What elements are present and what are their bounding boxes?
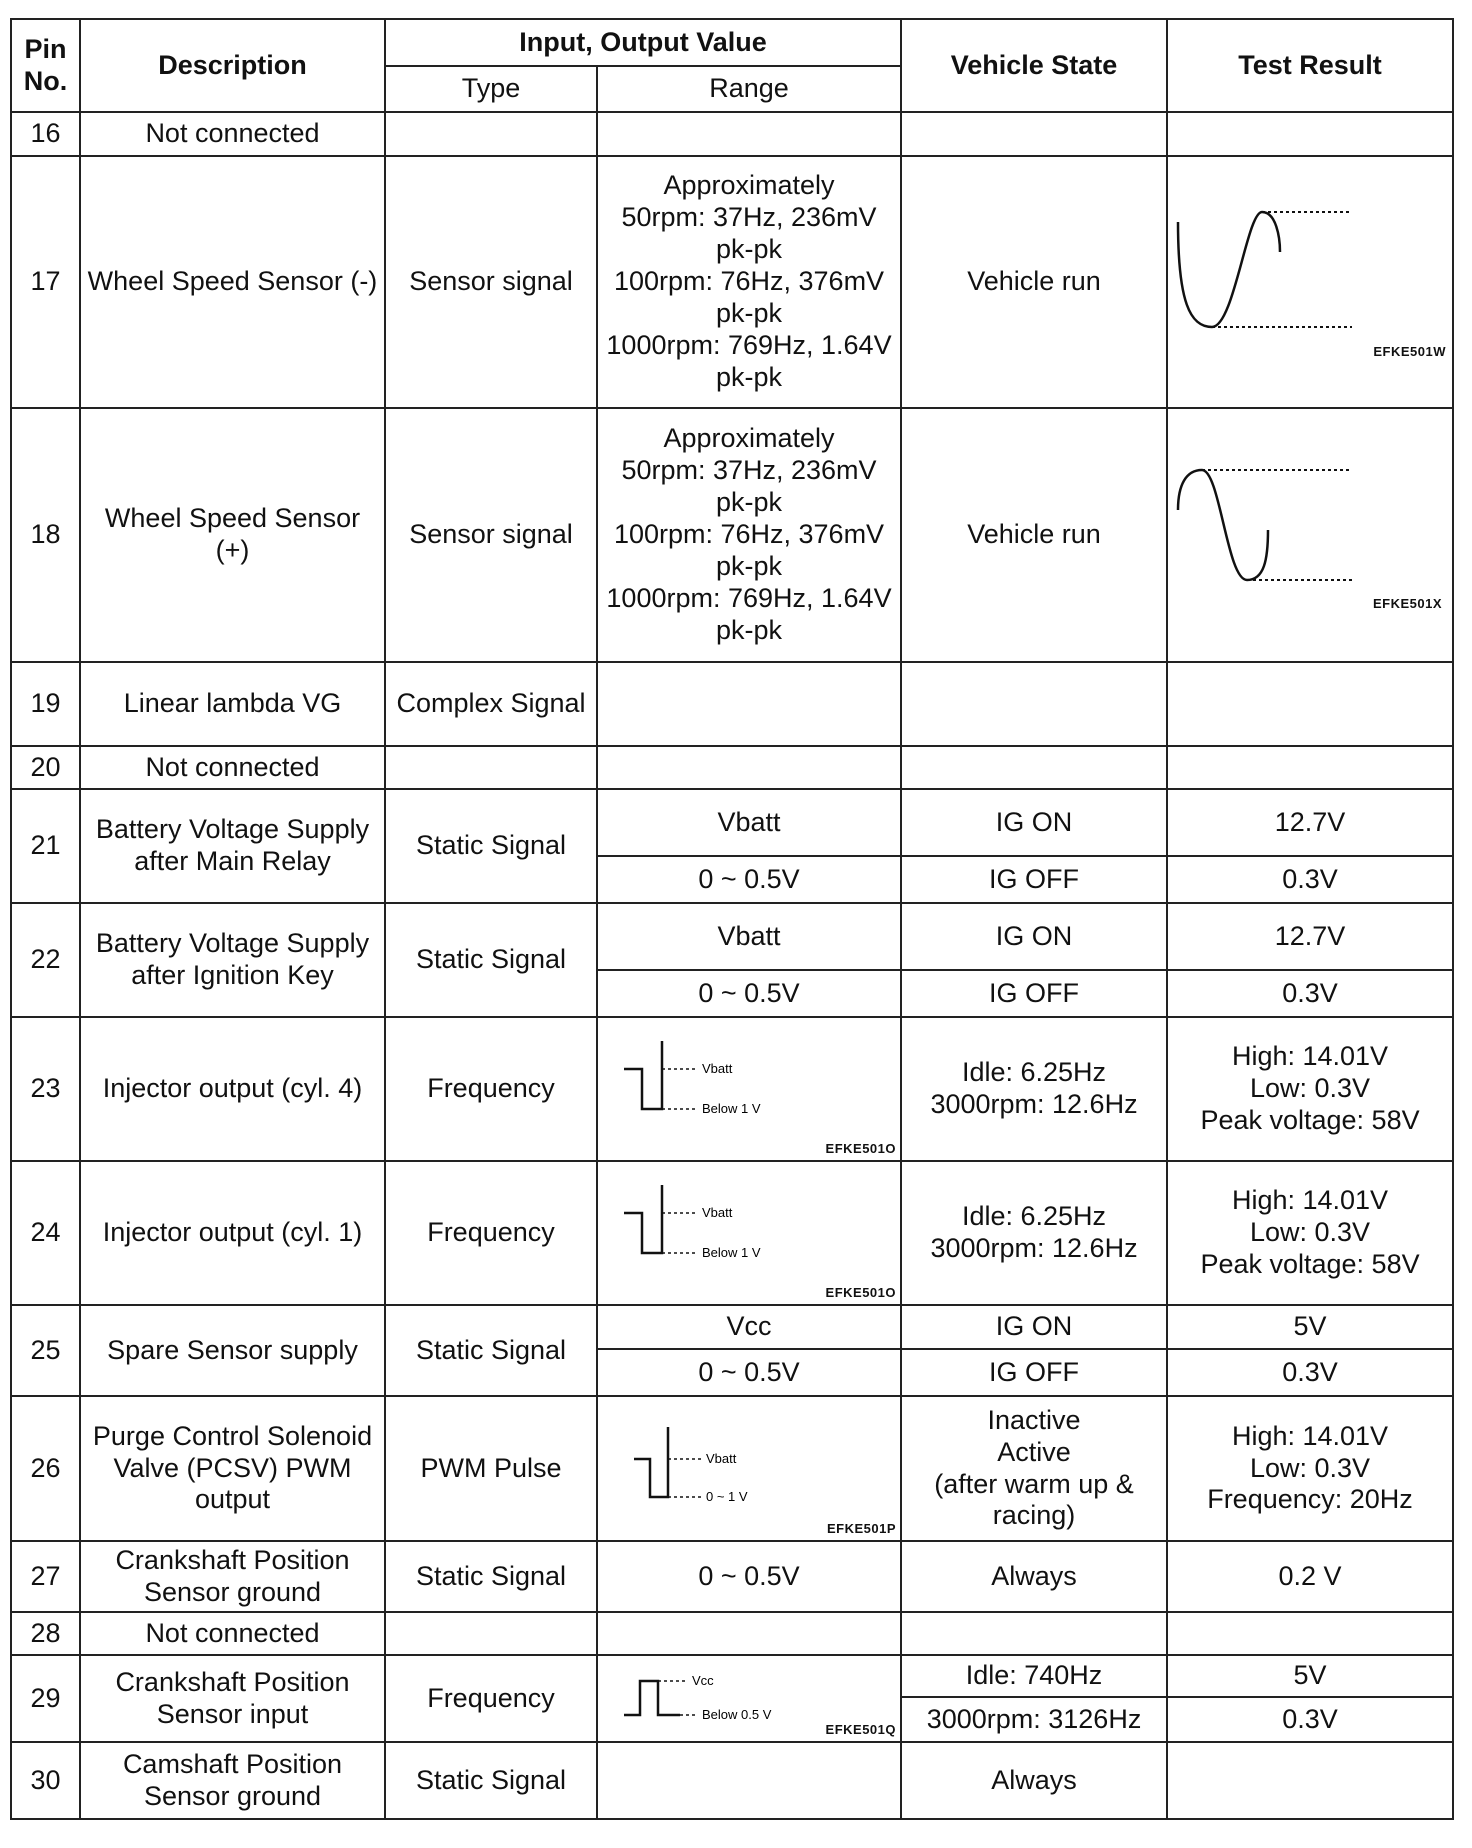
test-result: 12.7V xyxy=(1167,903,1453,970)
injector-pulse-waveform-icon xyxy=(602,1165,898,1301)
range-waveform xyxy=(597,1161,901,1305)
table-row xyxy=(11,156,1453,408)
vehicle-state: 3000rpm: 3126Hz xyxy=(901,1697,1167,1742)
pin-number: 29 xyxy=(11,1655,80,1742)
table-row xyxy=(11,746,1453,789)
header-type: Type xyxy=(385,66,597,112)
vehicle-state: IG ON xyxy=(901,1305,1167,1349)
range-waveform xyxy=(597,1396,901,1541)
description: Not connected xyxy=(80,1612,385,1655)
table-row xyxy=(11,112,1453,156)
vehicle-state: Always xyxy=(901,1541,1167,1612)
test-result-waveform xyxy=(1167,408,1453,662)
range: Vbatt xyxy=(597,789,901,856)
table-row xyxy=(11,903,1453,970)
figure-ref: EFKE501Q xyxy=(825,1721,897,1737)
header-io: Input, Output Value xyxy=(385,19,901,66)
signal-type: Static Signal xyxy=(385,1541,597,1612)
figure-ref: EFKE501X xyxy=(1372,595,1443,611)
range: Vcc xyxy=(597,1305,901,1349)
vehicle-state: Idle: 6.25Hz 3000rpm: 12.6Hz xyxy=(901,1161,1167,1305)
pwm-pulse-waveform-icon xyxy=(602,1401,898,1537)
test-result: 5V xyxy=(1167,1655,1453,1697)
pin-number: 21 xyxy=(11,789,80,903)
table-row xyxy=(11,1396,1453,1541)
test-result: 0.3V xyxy=(1167,856,1453,903)
header-description: Description xyxy=(80,19,385,112)
figure-ref: EFKE501W xyxy=(1373,343,1447,359)
range: Approximately 50rpm: 37Hz, 236mV pk-pk 100rpm: 76Hz, 376mV pk-pk 1000rpm: 769Hz, 1.64V pk-pk xyxy=(597,156,901,408)
table-row xyxy=(11,1742,1453,1819)
figure-ref: EFKE501P xyxy=(826,1520,897,1536)
range: 0 ~ 0.5V xyxy=(597,1541,901,1612)
test-result: 12.7V xyxy=(1167,789,1453,856)
table-row xyxy=(11,1305,1453,1349)
table-row xyxy=(11,789,1453,856)
pin-number: 23 xyxy=(11,1017,80,1161)
sine-waveform-icon xyxy=(1172,162,1452,402)
header-range: Range xyxy=(597,66,901,112)
vehicle-state: IG ON xyxy=(901,789,1167,856)
description: Spare Sensor supply xyxy=(80,1305,385,1396)
test-result: 5V xyxy=(1167,1305,1453,1349)
range-waveform xyxy=(597,1017,901,1161)
signal-type: Static Signal xyxy=(385,1305,597,1396)
range-waveform xyxy=(597,1655,901,1742)
figure-ref: EFKE501O xyxy=(825,1140,897,1156)
header-test-result: Test Result xyxy=(1167,19,1453,112)
description: Linear lambda VG xyxy=(80,662,385,746)
signal-type: Static Signal xyxy=(385,903,597,1017)
signal-type: Complex Signal xyxy=(385,662,597,746)
description: Camshaft Position Sensor ground xyxy=(80,1742,385,1819)
signal-type: Sensor signal xyxy=(385,408,597,662)
pin-number: 24 xyxy=(11,1161,80,1305)
description: Purge Control Solenoid Valve (PCSV) PWM output xyxy=(80,1396,385,1541)
table-row xyxy=(11,408,1453,662)
sine-waveform-icon xyxy=(1172,415,1452,655)
description: Injector output (cyl. 4) xyxy=(80,1017,385,1161)
wave-high-label: Vbatt xyxy=(706,1450,737,1466)
range: 0 ~ 0.5V xyxy=(597,856,901,903)
description: Not connected xyxy=(80,112,385,156)
wave-high-label: Vbatt xyxy=(702,1061,733,1076)
vehicle-state: Idle: 6.25Hz 3000rpm: 12.6Hz xyxy=(901,1017,1167,1161)
figure-ref: EFKE501O xyxy=(825,1284,897,1300)
pin-number: 30 xyxy=(11,1742,80,1819)
vehicle-state: Vehicle run xyxy=(901,156,1167,408)
test-result: High: 14.01V Low: 0.3V Frequency: 20Hz xyxy=(1167,1396,1453,1541)
test-result: 0.2 V xyxy=(1167,1541,1453,1612)
pin-number: 18 xyxy=(11,408,80,662)
pin-number: 25 xyxy=(11,1305,80,1396)
description: Crankshaft Position Sensor input xyxy=(80,1655,385,1742)
test-result: 0.3V xyxy=(1167,1697,1453,1742)
range: 0 ~ 0.5V xyxy=(597,1349,901,1396)
test-result: High: 14.01V Low: 0.3V Peak voltage: 58V xyxy=(1167,1161,1453,1305)
description: Battery Voltage Supply after Ignition Key xyxy=(80,903,385,1017)
wave-low-label: Below 1 V xyxy=(702,1101,761,1116)
wave-low-label: Below 1 V xyxy=(702,1245,761,1260)
signal-type: Sensor signal xyxy=(385,156,597,408)
vehicle-state: IG OFF xyxy=(901,1349,1167,1396)
header-pin: Pin No. xyxy=(11,19,80,112)
table-row xyxy=(11,662,1453,746)
injector-pulse-waveform-icon xyxy=(602,1021,898,1157)
table-row xyxy=(11,1017,1453,1161)
table-row xyxy=(11,1612,1453,1655)
pin-number: 26 xyxy=(11,1396,80,1541)
test-result: 0.3V xyxy=(1167,970,1453,1017)
pin-number: 28 xyxy=(11,1612,80,1655)
range: Vbatt xyxy=(597,903,901,970)
description: Battery Voltage Supply after Main Relay xyxy=(80,789,385,903)
pin-number: 27 xyxy=(11,1541,80,1612)
range: Approximately 50rpm: 37Hz, 236mV pk-pk 100rpm: 76Hz, 376mV pk-pk 1000rpm: 769Hz, 1.64V pk-pk xyxy=(597,408,901,662)
vehicle-state: Always xyxy=(901,1742,1167,1819)
wave-high-label: Vcc xyxy=(692,1672,714,1688)
signal-type: Static Signal xyxy=(385,1742,597,1819)
pin-table xyxy=(10,18,1454,1820)
test-result: 0.3V xyxy=(1167,1349,1453,1396)
pin-number: 16 xyxy=(11,112,80,156)
vehicle-state: Vehicle run xyxy=(901,408,1167,662)
wave-high-label: Vbatt xyxy=(702,1205,733,1220)
vehicle-state: Idle: 740Hz xyxy=(901,1655,1167,1697)
test-result: High: 14.01V Low: 0.3V Peak voltage: 58V xyxy=(1167,1017,1453,1161)
signal-type: Frequency xyxy=(385,1161,597,1305)
pin-number: 19 xyxy=(11,662,80,746)
pin-number: 17 xyxy=(11,156,80,408)
signal-type: Static Signal xyxy=(385,789,597,903)
vehicle-state: IG OFF xyxy=(901,970,1167,1017)
range: 0 ~ 0.5V xyxy=(597,970,901,1017)
test-result-waveform xyxy=(1167,156,1453,408)
description: Crankshaft Position Sensor ground xyxy=(80,1541,385,1612)
signal-type: Frequency xyxy=(385,1655,597,1742)
header-vehicle-state: Vehicle State xyxy=(901,19,1167,112)
vehicle-state: Inactive Active (after warm up & racing) xyxy=(901,1396,1167,1541)
description: Wheel Speed Sensor (+) xyxy=(80,408,385,662)
signal-type: Frequency xyxy=(385,1017,597,1161)
description: Not connected xyxy=(80,746,385,789)
table-row xyxy=(11,1655,1453,1697)
wave-low-label: 0 ~ 1 V xyxy=(706,1488,748,1504)
table-row xyxy=(11,1541,1453,1612)
vehicle-state: IG OFF xyxy=(901,856,1167,903)
pin-number: 20 xyxy=(11,746,80,789)
vehicle-state: IG ON xyxy=(901,903,1167,970)
description: Injector output (cyl. 1) xyxy=(80,1161,385,1305)
table-row xyxy=(11,1161,1453,1305)
wave-low-label: Below 0.5 V xyxy=(702,1706,772,1722)
pin-number: 22 xyxy=(11,903,80,1017)
description: Wheel Speed Sensor (-) xyxy=(80,156,385,408)
signal-type: PWM Pulse xyxy=(385,1396,597,1541)
